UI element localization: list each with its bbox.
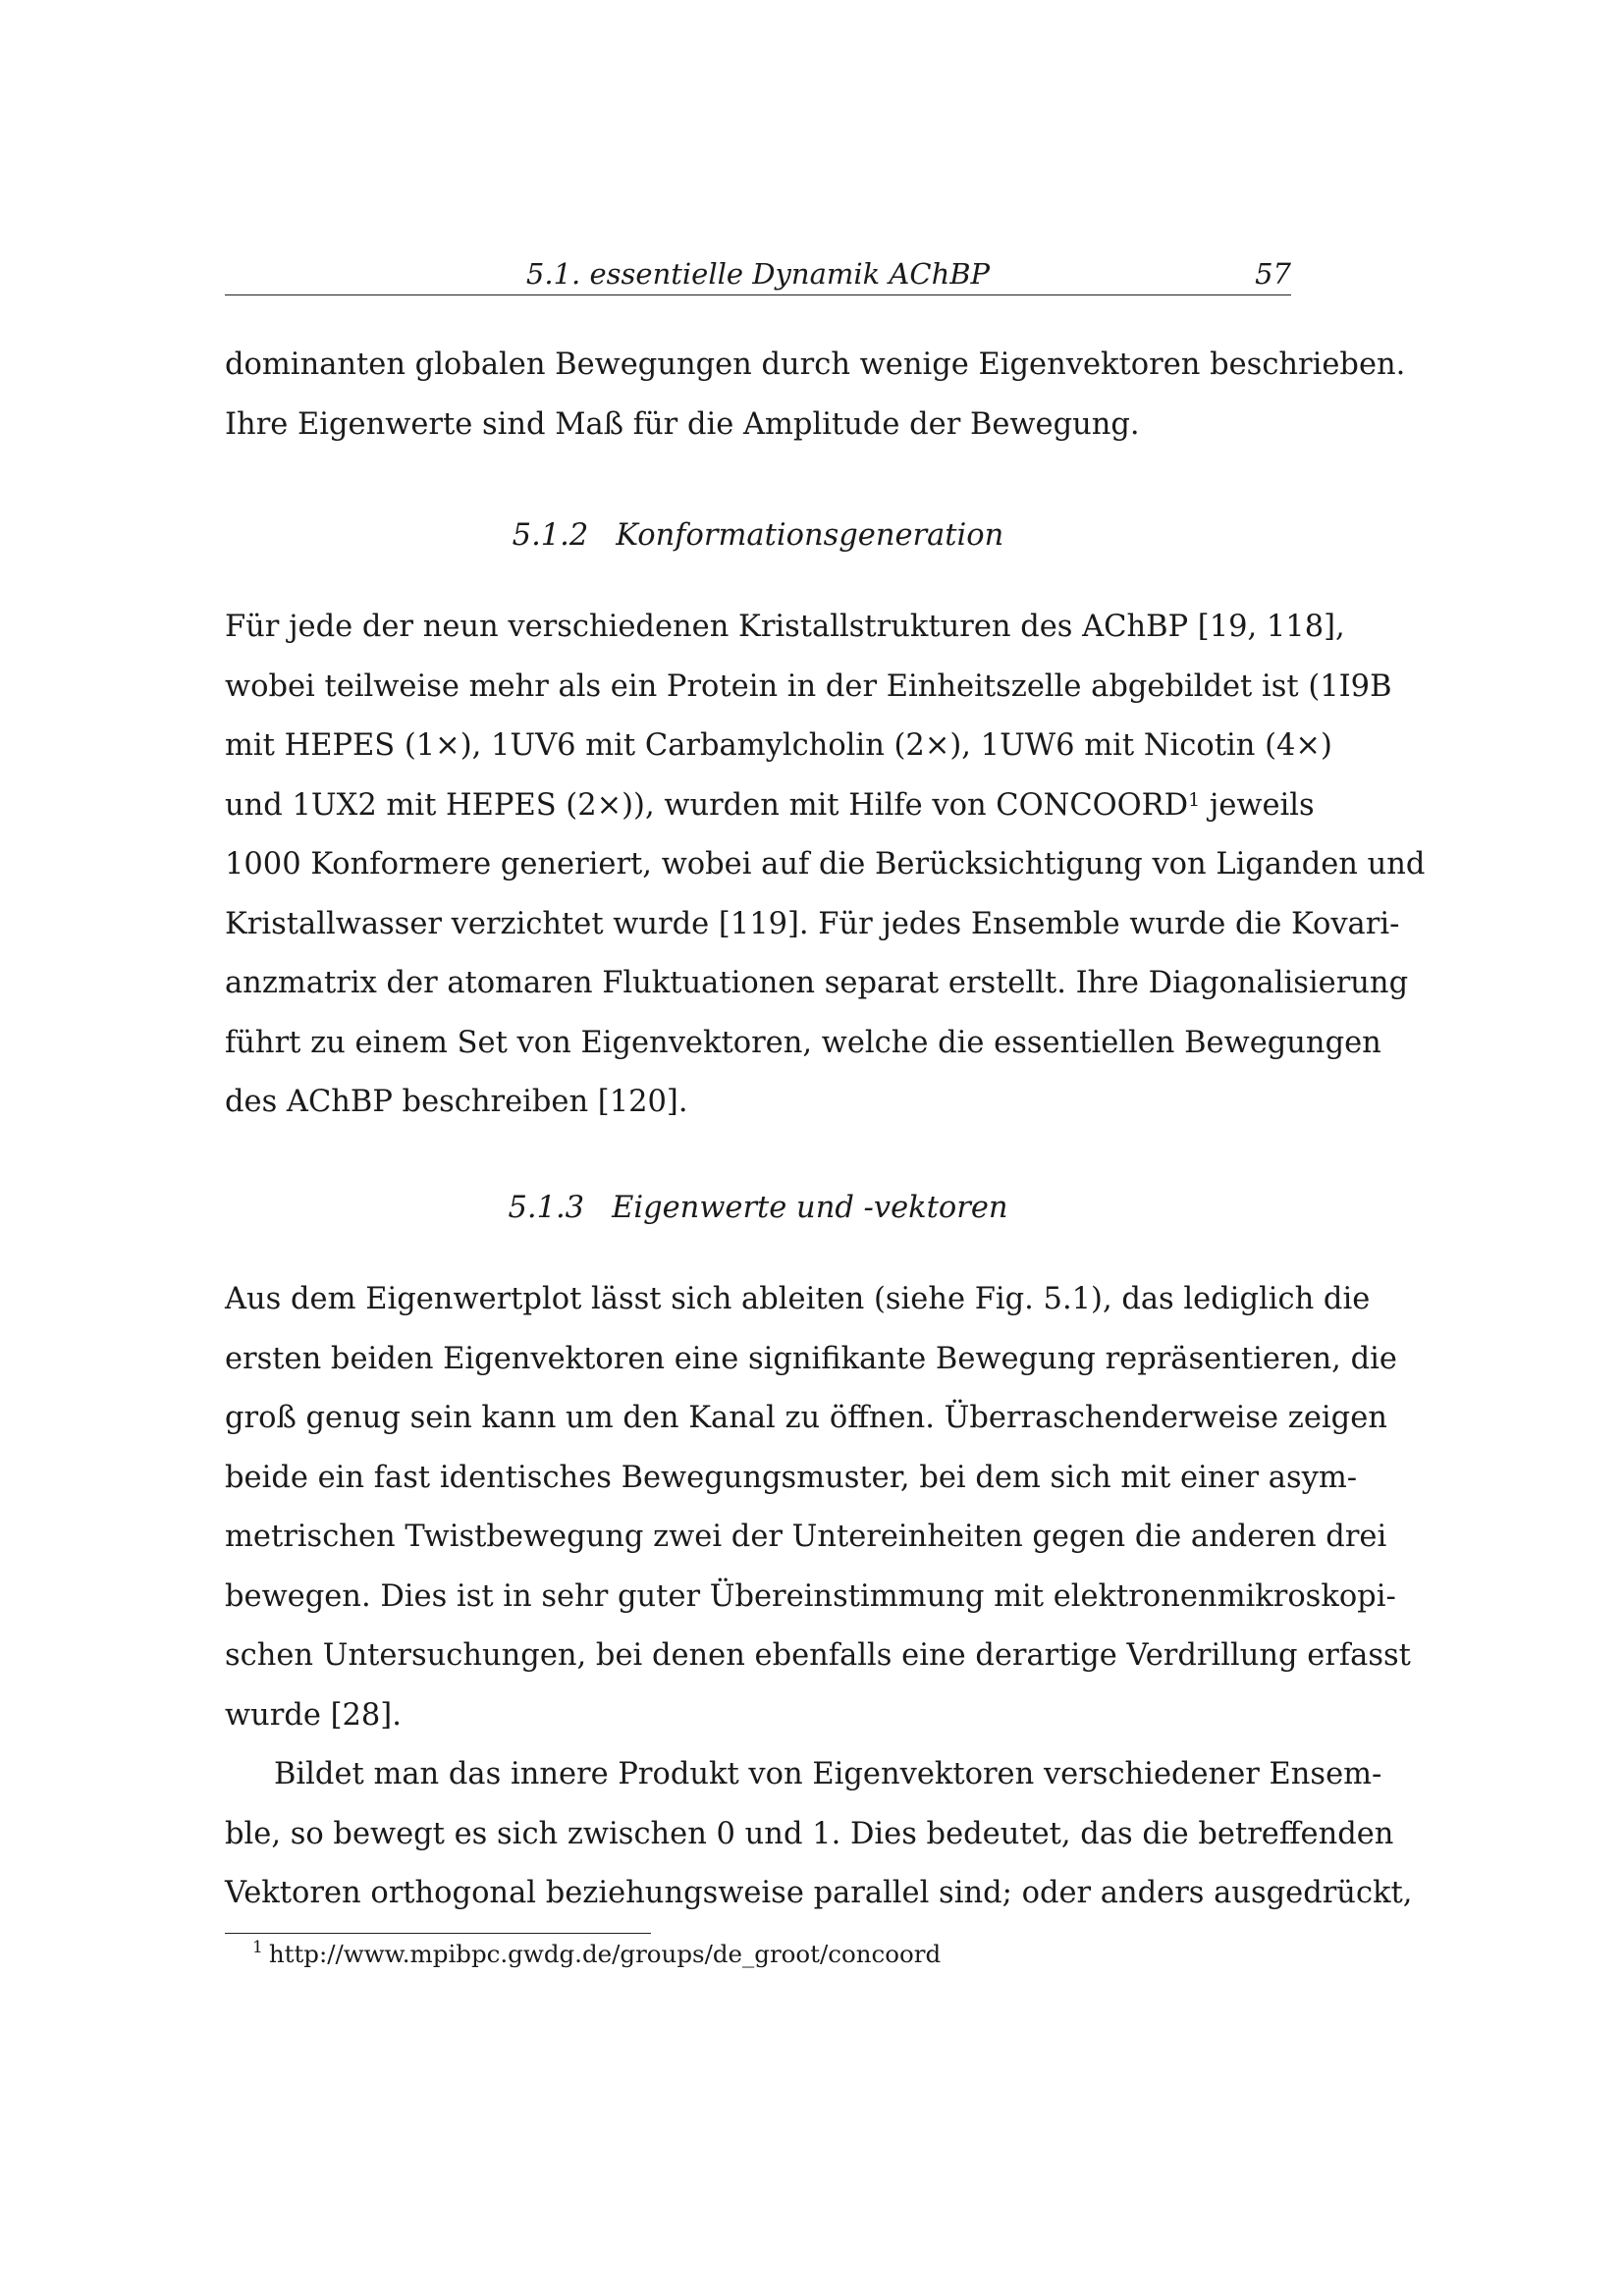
text-line: führt zu einem Set von Eigenvektoren, welche die essentiellen Bewegungen (225, 1025, 1381, 1060)
text-line: dominanten globalen Bewegungen durch wenige Eigenvektoren beschrieben. (225, 347, 1406, 382)
footnote-mark: 1 (252, 1938, 263, 1957)
text-line: ersten beiden Eigenvektoren eine signifikante Bewegung repräsentieren, die (225, 1341, 1397, 1376)
section-heading-5-1-3 (225, 1191, 1291, 1225)
text-line: schen Untersuchungen, bei denen ebenfalls eine derartige Verdrillung erfasst (225, 1638, 1411, 1673)
section-number: 5.1.2 (512, 518, 589, 553)
section-heading-5-1-2 (225, 518, 1291, 553)
text-line: beide ein fast identisches Bewegungsmuster, bei dem sich mit einer asym- (225, 1460, 1358, 1495)
footnote-reference: 1 (1188, 788, 1201, 811)
footnote (252, 1940, 941, 1968)
text-line: 1000 Konformere generiert, wobei auf die Berücksichtigung von Liganden und (225, 847, 1426, 881)
text-line: Bildet man das innere Produkt von Eigenvektoren verschiedener Ensem- (274, 1757, 1382, 1791)
text-line: Ihre Eigenwerte sind Maß für die Amplitude der Bewegung. (225, 406, 1140, 442)
document-page (225, 0, 1426, 2296)
text-line: Kristallwasser verzichtet wurde [119]. Für jedes Ensemble wurde die Kovari- (225, 906, 1400, 941)
text-line: ble, so bewegt es sich zwischen 0 und 1. Dies bedeutet, das die betreffenden (225, 1816, 1394, 1851)
section-5-1-3-paragraph-1 (225, 1270, 1411, 1745)
text-line: Vektoren orthogonal beziehungsweise parallel sind; oder anders ausgedrückt, (225, 1876, 1413, 1910)
text-line: anzmatrix der atomaren Fluktuationen separat erstellt. Ihre Diagonalisierung (225, 966, 1409, 1000)
text-line: wobei teilweise mehr als ein Protein in der Einheitszelle abgebildet ist (1I9B (225, 668, 1392, 704)
text-segment: jeweils (1200, 787, 1315, 823)
running-head (225, 255, 1291, 295)
text-line: wurde [28]. (225, 1697, 402, 1733)
text-line: bewegen. Dies ist in sehr guter Übereinstimmung mit elektronenmikroskopi- (225, 1578, 1396, 1614)
section-5-1-2-paragraph (225, 598, 1426, 1133)
page-number: 57 (1255, 257, 1291, 291)
text-line: metrischen Twistbewegung zwei der Untereinheiten gegen die anderen drei (225, 1520, 1387, 1554)
text-line: Für jede der neun verschiedenen Kristallstrukturen des AChBP [19, 118], (225, 610, 1345, 644)
text-line: des AChBP beschreiben [120]. (225, 1085, 688, 1119)
text-line: Aus dem Eigenwertplot lässt sich ableiten (siehe Fig. 5.1), das lediglich die (225, 1282, 1371, 1316)
section-number: 5.1.3 (508, 1191, 585, 1225)
running-head-title: 5.1. essentielle Dynamik AChBP (525, 257, 991, 291)
intro-paragraph (225, 336, 1406, 454)
footnote-divider (225, 1933, 651, 1934)
text-line: mit HEPES (1×), 1UV6 mit Carbamylcholin (2×), 1UW6 mit Nicotin (4×) (225, 728, 1332, 763)
footnote-link[interactable]: http://www.mpibpc.gwdg.de/groups/de_groot/concoord (268, 1940, 942, 1968)
text-segment: und 1UX2 mit HEPES (2×)), wurden mit Hilfe von CONCOORD (225, 787, 1189, 823)
text-line: groß genug sein kann um den Kanal zu öffnen. Überraschenderweise zeigen (225, 1401, 1387, 1435)
section-title: Konformationsgeneration (616, 518, 1004, 553)
text-line-with-footnote (225, 776, 1315, 836)
section-title: Eigenwerte und -vektoren (612, 1191, 1008, 1225)
section-5-1-3-paragraph-2 (225, 1745, 1413, 1924)
